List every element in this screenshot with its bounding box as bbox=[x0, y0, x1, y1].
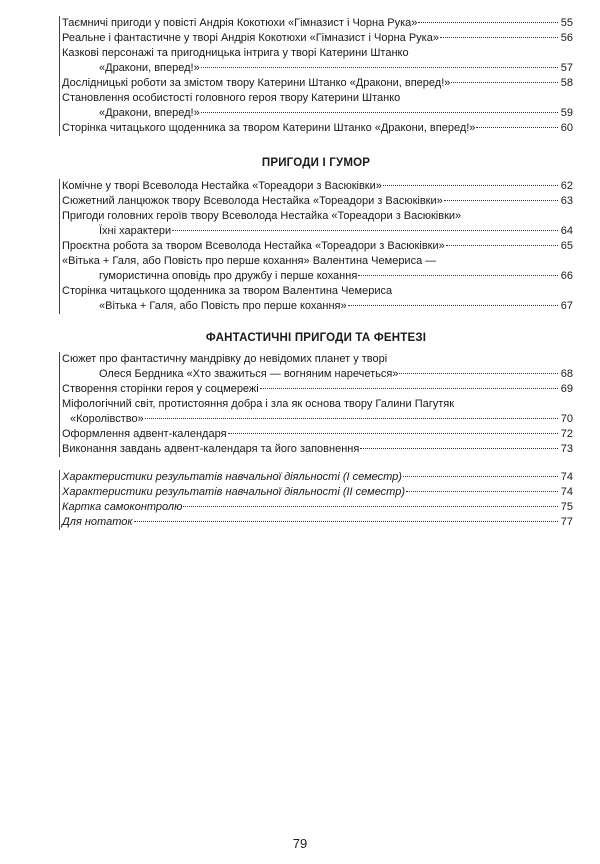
toc-entry-continuation bbox=[59, 412, 573, 427]
leader-dots bbox=[201, 66, 558, 68]
toc-entry bbox=[59, 194, 573, 209]
toc-entry-title: Становлення особистості головного героя твору Катерини Штанко bbox=[62, 92, 401, 104]
toc-entry bbox=[59, 76, 573, 91]
toc-group bbox=[59, 179, 573, 314]
toc-entry bbox=[59, 254, 573, 269]
toc-section-adventure bbox=[59, 16, 573, 136]
toc-group bbox=[59, 16, 573, 136]
left-rule bbox=[59, 179, 60, 314]
toc-section-appendix bbox=[59, 470, 573, 530]
toc-entry-title: Реальне і фантастичне у творі Андрія Кокотюхи «Гімназист і Чорна Рука» bbox=[62, 32, 439, 44]
leader-dots bbox=[444, 199, 558, 201]
toc-entry-page: 62 bbox=[560, 180, 573, 192]
toc-entry bbox=[59, 500, 573, 515]
leader-dots bbox=[399, 372, 558, 374]
toc-entry bbox=[59, 179, 573, 194]
toc-entry-title: Таємничі пригоди у повісті Андрія Кокотюхи «Гімназист і Чорна Рука» bbox=[62, 17, 418, 29]
toc-entry-title: Пригоди головних героїв твору Всеволода Нестайка «Тореадори з Васюківки» bbox=[62, 210, 462, 222]
leader-dots bbox=[440, 36, 558, 38]
toc-entry-title: Сюжет про фантастичну мандрівку до невідомих планет у творі bbox=[62, 353, 388, 365]
leader-dots bbox=[403, 475, 558, 477]
toc-entry-title: «Дракони, вперед!» bbox=[99, 62, 200, 74]
toc-entry-page: 73 bbox=[560, 443, 573, 455]
toc-entry bbox=[59, 397, 573, 412]
page-number: 79 bbox=[292, 836, 308, 851]
toc-entry-page: 58 bbox=[560, 77, 573, 89]
toc-entry-title: Їхні характери bbox=[99, 225, 172, 237]
leader-dots bbox=[358, 274, 558, 276]
toc-entry-title: «Вітька + Галя, або Повість про перше кохання» bbox=[99, 300, 347, 312]
toc-entry-page: 69 bbox=[560, 383, 573, 395]
toc-section-humor bbox=[59, 179, 573, 314]
leader-dots bbox=[201, 111, 558, 113]
toc-entry-page: 77 bbox=[560, 516, 573, 528]
toc-entry-title: Картка самоконтролю bbox=[62, 501, 183, 513]
toc-entry bbox=[59, 16, 573, 31]
toc-entry-title: Виконання завдань адвент-календаря та його заповнення bbox=[62, 443, 360, 455]
leader-dots bbox=[145, 417, 558, 419]
toc-entry-page: 66 bbox=[560, 270, 573, 282]
toc-entry-title: Сторінка читацького щоденника за твором Катерини Штанко «Дракони, вперед!» bbox=[62, 122, 476, 134]
toc-entry-page: 56 bbox=[560, 32, 573, 44]
leader-dots bbox=[348, 304, 558, 306]
toc-entry bbox=[59, 485, 573, 500]
left-rule bbox=[59, 470, 60, 530]
toc-entry-title: Сторінка читацького щоденника за твором Валентина Чемериса bbox=[62, 285, 393, 297]
toc-entry-page: 59 bbox=[560, 107, 573, 119]
toc-entry bbox=[59, 442, 573, 457]
leader-dots bbox=[451, 81, 558, 83]
toc-entry bbox=[59, 470, 573, 485]
toc-entry-page: 64 bbox=[560, 225, 573, 237]
toc-entry-title: гумористична оповідь про дружбу і перше кохання bbox=[99, 270, 358, 282]
toc-entry-title: Олеся Бердника «Хто зважиться — вогняним наречеться» bbox=[99, 368, 399, 380]
toc-entry-page: 74 bbox=[560, 471, 573, 483]
toc-entry-page: 63 bbox=[560, 195, 573, 207]
toc-entry bbox=[59, 427, 573, 442]
toc-entry-page: 75 bbox=[560, 501, 573, 513]
toc-entry-title: Характеристики результатів навчальної діяльності (ІІ семестр) bbox=[62, 486, 406, 498]
toc-entry-title: Казкові персонажі та пригодницька інтрига у творі Катерини Штанко bbox=[62, 47, 409, 59]
toc-entry bbox=[59, 515, 573, 530]
leader-dots bbox=[406, 490, 558, 492]
section-heading: ФАНТАСТИЧНІ ПРИГОДИ ТА ФЕНТЕЗІ bbox=[205, 332, 427, 344]
toc-entry-page: 68 bbox=[560, 368, 573, 380]
toc-entry-title: Оформлення адвент-календаря bbox=[62, 428, 227, 440]
toc-entry-page: 74 bbox=[560, 486, 573, 498]
toc-entry-continuation bbox=[59, 61, 573, 76]
toc-entry-title: Міфологічний світ, протистояння добра і зла як основа твору Галини Пагутяк bbox=[62, 398, 455, 410]
leader-dots bbox=[260, 387, 558, 389]
toc-entry bbox=[59, 209, 573, 224]
toc-entry-title: «Дракони, вперед!» bbox=[99, 107, 200, 119]
leader-dots bbox=[228, 432, 558, 434]
toc-entry bbox=[59, 121, 573, 136]
leader-dots bbox=[418, 21, 558, 23]
leader-dots bbox=[360, 447, 558, 449]
section-heading: ПРИГОДИ І ГУМОР bbox=[261, 157, 371, 169]
toc-entry bbox=[59, 382, 573, 397]
left-rule bbox=[59, 352, 60, 457]
toc-entry-title: Сюжетний ланцюжок твору Всеволода Нестайка «Тореадори з Васюківки» bbox=[62, 195, 443, 207]
toc-entry-title: «Королівство» bbox=[70, 413, 144, 425]
toc-entry bbox=[59, 46, 573, 61]
toc-entry-continuation bbox=[59, 224, 573, 239]
toc-entry-page: 55 bbox=[560, 17, 573, 29]
leader-dots bbox=[172, 229, 558, 231]
toc-entry-page: 72 bbox=[560, 428, 573, 440]
toc-entry-continuation bbox=[59, 106, 573, 121]
toc-entry-continuation bbox=[59, 269, 573, 284]
toc-entry-title: Для нотаток bbox=[62, 516, 133, 528]
leader-dots bbox=[446, 244, 558, 246]
toc-entry-title: «Вітька + Галя, або Повість про перше кохання» Валентина Чемериса — bbox=[62, 255, 437, 267]
toc-entry-page: 65 bbox=[560, 240, 573, 252]
toc-entry bbox=[59, 91, 573, 106]
toc-entry bbox=[59, 239, 573, 254]
leader-dots bbox=[383, 184, 558, 186]
toc-entry-page: 70 bbox=[560, 413, 573, 425]
toc-section-fantasy bbox=[59, 352, 573, 457]
toc-entry-title: Проєктна робота за твором Всеволода Нестайка «Тореадори з Васюківки» bbox=[62, 240, 445, 252]
toc-entry-continuation bbox=[59, 299, 573, 314]
toc-entry-page: 57 bbox=[560, 62, 573, 74]
leader-dots bbox=[134, 520, 558, 522]
toc-entry-title: Комічне у творі Всеволода Нестайка «Тореадори з Васюківки» bbox=[62, 180, 382, 192]
leader-dots bbox=[183, 505, 558, 507]
toc-entry bbox=[59, 284, 573, 299]
toc-entry-continuation bbox=[59, 367, 573, 382]
toc-entry-title: Дослідницькі роботи за змістом твору Катерини Штанко «Дракони, вперед!» bbox=[62, 77, 451, 89]
toc-entry bbox=[59, 31, 573, 46]
leader-dots bbox=[476, 126, 558, 128]
toc-entry-page: 60 bbox=[560, 122, 573, 134]
left-rule bbox=[59, 16, 60, 136]
toc-group bbox=[59, 470, 573, 530]
toc-entry-page: 67 bbox=[560, 300, 573, 312]
toc-group bbox=[59, 352, 573, 457]
toc-entry-title: Створення сторінки героя у соцмережі bbox=[62, 383, 259, 395]
toc-entry bbox=[59, 352, 573, 367]
toc-entry-title: Характеристики результатів навчальної діяльності (І семестр) bbox=[62, 471, 402, 483]
